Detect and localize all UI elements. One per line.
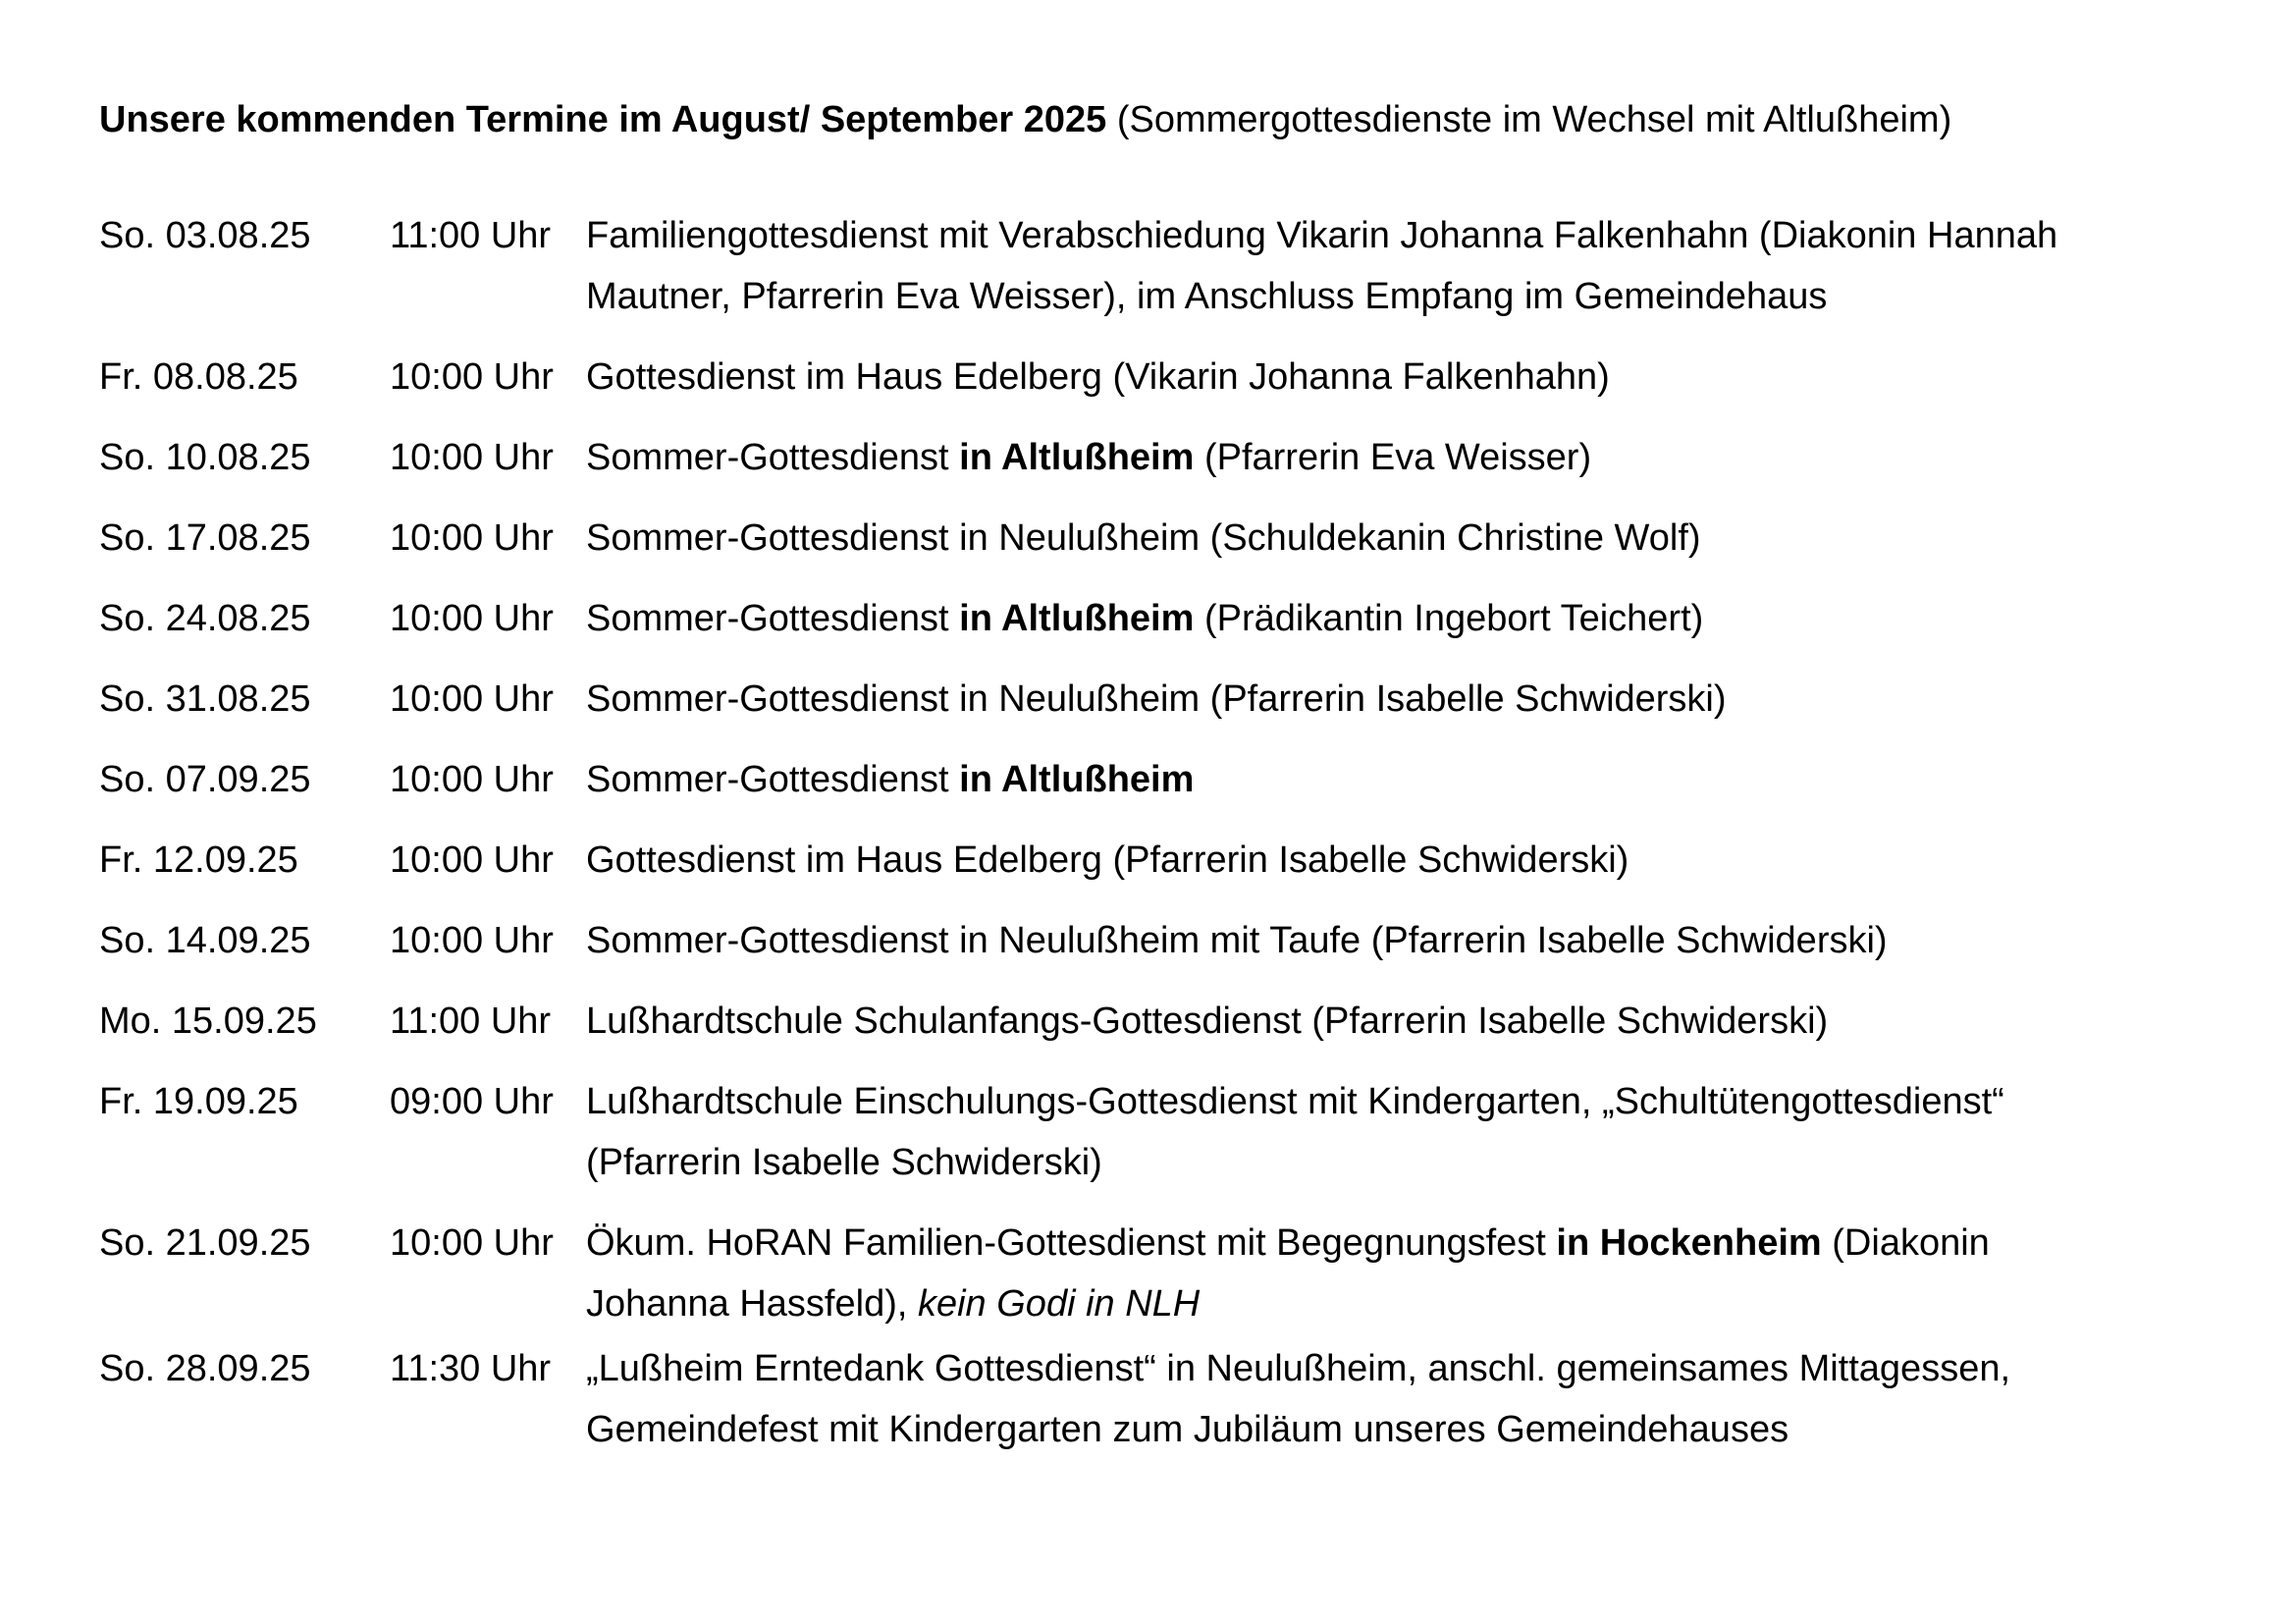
event-description	[586, 427, 2216, 488]
event-row	[99, 1071, 2239, 1193]
event-time: 10:00 Uhr	[390, 598, 554, 639]
event-time: 11:30 Uhr	[390, 1348, 552, 1389]
event-note-italic: kein Godi in NLH	[917, 1283, 1201, 1325]
event-time: 10:00 Uhr	[390, 517, 554, 559]
event-description	[586, 588, 2216, 649]
title-bold: Unsere kommenden Termine im August/ September 2025	[99, 99, 1107, 140]
event-date: Fr. 08.08.25	[99, 356, 298, 398]
event-row	[99, 205, 2239, 327]
event-list	[99, 205, 2239, 1460]
event-date: So. 07.09.25	[99, 759, 311, 800]
event-description-text: Sommer-Gottesdienst	[586, 437, 960, 478]
event-time: 09:00 Uhr	[390, 1081, 554, 1122]
event-time: 10:00 Uhr	[390, 1222, 554, 1264]
event-description	[586, 1071, 2216, 1193]
event-description-line: (Pfarrerin Isabelle Schwiderski)	[586, 1142, 1102, 1183]
event-description-line: Mautner, Pfarrerin Eva Weisser), im Anschluss Empfang im Gemeindehaus	[586, 276, 1828, 317]
event-row	[99, 991, 2239, 1052]
event-row	[99, 347, 2239, 407]
event-time: 10:00 Uhr	[390, 437, 554, 478]
event-date: So. 28.09.25	[99, 1348, 311, 1389]
event-description	[586, 1213, 2216, 1334]
event-description	[586, 749, 2216, 810]
event-date: So. 24.08.25	[99, 598, 311, 639]
event-time: 10:00 Uhr	[390, 678, 554, 720]
event-description: Sommer-Gottesdienst in Neulußheim (Schuldekanin Christine Wolf)	[586, 517, 1701, 559]
event-description-text: Johanna Hassfeld),	[586, 1283, 918, 1325]
event-description: Gottesdienst im Haus Edelberg (Pfarrerin Isabelle Schwiderski)	[586, 839, 1629, 881]
event-description: Sommer-Gottesdienst in Neulußheim mit Taufe (Pfarrerin Isabelle Schwiderski)	[586, 920, 1888, 961]
event-description-line: „Lußheim Erntedank Gottesdienst“ in Neulußheim, anschl. gemeinsames Mittagessen,	[586, 1348, 2011, 1389]
event-date: So. 14.09.25	[99, 920, 311, 961]
event-row	[99, 1338, 2239, 1460]
event-description-line: Familiengottesdienst mit Verabschiedung Vikarin Johanna Falkenhahn (Diakonin Hannah	[586, 215, 2058, 256]
event-time: 10:00 Uhr	[390, 356, 554, 398]
event-time: 11:00 Uhr	[390, 1001, 552, 1042]
event-row	[99, 427, 2239, 488]
event-row	[99, 910, 2239, 971]
event-location-emphasis: in Altlußheim	[959, 759, 1195, 800]
event-description-line: Gemeindefest mit Kindergarten zum Jubiläum unseres Gemeindehauses	[586, 1409, 1789, 1450]
event-time: 11:00 Uhr	[390, 215, 552, 256]
event-row	[99, 508, 2239, 568]
event-date: So. 10.08.25	[99, 437, 311, 478]
event-date: Fr. 12.09.25	[99, 839, 298, 881]
event-description: Gottesdienst im Haus Edelberg (Vikarin Johanna Falkenhahn)	[586, 356, 1610, 398]
event-time: 10:00 Uhr	[390, 839, 554, 881]
event-row	[99, 749, 2239, 810]
event-description-text: (Pfarrerin Eva Weisser)	[1194, 437, 1592, 478]
event-row	[99, 588, 2239, 649]
event-date: Mo. 15.09.25	[99, 1001, 317, 1042]
event-description-line: Lußhardtschule Einschulungs-Gottesdienst mit Kindergarten, „Schultütengottesdienst“	[586, 1081, 2004, 1122]
event-date: So. 03.08.25	[99, 215, 311, 256]
event-location-emphasis: in Hockenheim	[1556, 1222, 1822, 1264]
event-time: 10:00 Uhr	[390, 920, 554, 961]
event-description-text: Sommer-Gottesdienst	[586, 759, 960, 800]
event-description-text: Sommer-Gottesdienst	[586, 598, 960, 639]
page-title	[99, 93, 2239, 146]
document-page	[99, 93, 2239, 1460]
event-date: So. 21.09.25	[99, 1222, 311, 1264]
event-description: Sommer-Gottesdienst in Neulußheim (Pfarrerin Isabelle Schwiderski)	[586, 678, 1727, 720]
event-description: Lußhardtschule Schulanfangs-Gottesdienst (Pfarrerin Isabelle Schwiderski)	[586, 1001, 1829, 1042]
event-description-text: (Diakonin	[1821, 1222, 1990, 1264]
event-description	[586, 1338, 2216, 1460]
event-row	[99, 830, 2239, 891]
event-date: So. 17.08.25	[99, 517, 311, 559]
event-location-emphasis: in Altlußheim	[959, 598, 1195, 639]
event-date: So. 31.08.25	[99, 678, 311, 720]
event-description-text: (Prädikantin Ingebort Teichert)	[1194, 598, 1704, 639]
event-location-emphasis: in Altlußheim	[959, 437, 1195, 478]
event-description	[586, 205, 2216, 327]
event-date: Fr. 19.09.25	[99, 1081, 298, 1122]
event-description-text: Ökum. HoRAN Familien-Gottesdienst mit Begegnungsfest	[586, 1222, 1557, 1264]
event-row	[99, 669, 2239, 730]
title-subtitle: (Sommergottesdienste im Wechsel mit Altlußheim)	[1106, 99, 1952, 140]
event-time: 10:00 Uhr	[390, 759, 554, 800]
event-row	[99, 1213, 2239, 1334]
